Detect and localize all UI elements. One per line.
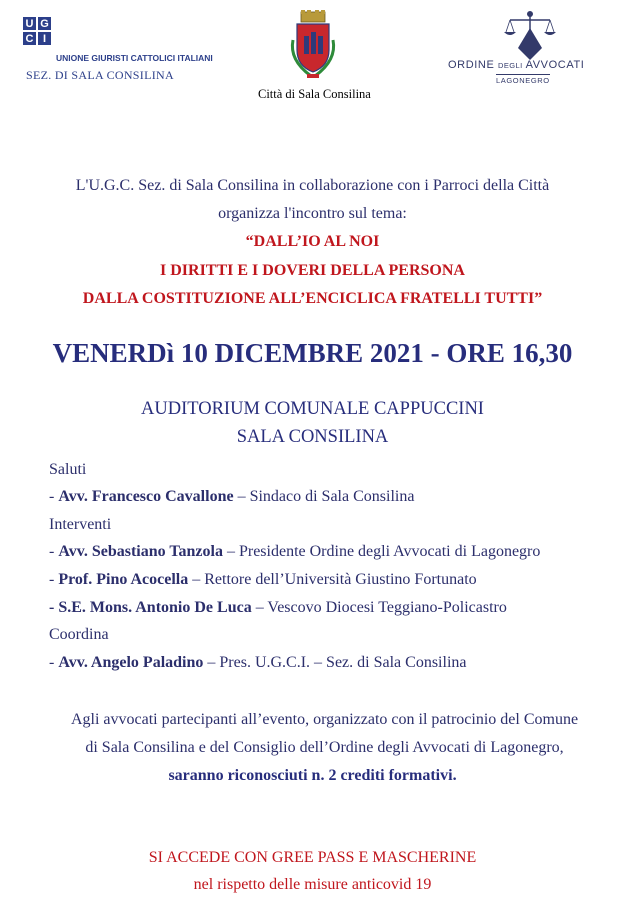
theme-line-3: DALLA COSTITUZIONE ALL’ENCICLICA FRATELLI TUTTI” — [82, 290, 543, 307]
scales-of-justice-icon — [500, 8, 560, 63]
speaker-row — [49, 543, 540, 561]
city-name: Città di Sala Consilina — [258, 87, 371, 101]
speaker-name: Avv. Francesco Cavallone — [58, 488, 234, 505]
ordine-title — [448, 59, 584, 71]
ugci-monogram — [22, 16, 52, 46]
ordine-title-main: ORDINE — [448, 59, 495, 71]
saluti-label: Saluti — [49, 461, 87, 478]
speaker-role: – Presidente Ordine degli Avvocati di Lagonegro — [222, 543, 541, 560]
speaker-prefix: - — [49, 654, 59, 671]
speaker-row — [49, 599, 507, 617]
ugci-letter: C — [22, 31, 37, 46]
speaker-prefix: - — [49, 488, 59, 505]
access-requirements: SI ACCEDE CON GREE PASS E MASCHERINE — [148, 849, 477, 866]
venue-line-2: SALA CONSILINA — [236, 427, 389, 447]
interventi-label: Interventi — [49, 516, 112, 533]
speaker-name: Avv. Sebastiano Tanzola — [58, 543, 223, 560]
speaker-name: - S.E. Mons. Antonio De Luca — [49, 599, 252, 616]
speaker-role: – Vescovo Diocesi Teggiano-Policastro — [251, 599, 507, 616]
note-line-1: Agli avvocati partecipanti all’evento, organizzato con il patrocinio del Comune — [70, 711, 579, 728]
city-crest-icon — [285, 10, 341, 82]
ugci-letter: I — [37, 31, 52, 46]
speaker-prefix: - — [49, 543, 59, 560]
speaker-prefix: - — [49, 571, 59, 588]
ordine-subtitle: LAGONEGRO — [496, 76, 550, 85]
ugci-title: UNIONE GIURISTI CATTOLICI ITALIANI — [56, 53, 213, 63]
coordina-label: Coordina — [49, 626, 109, 643]
intro-line-1: L'U.G.C. Sez. di Sala Consilina in collaborazione con i Parroci della Città — [75, 177, 550, 194]
speaker-row — [49, 488, 414, 506]
speaker-name: Prof. Pino Acocella — [58, 571, 189, 588]
covid-note: nel rispetto delle misure anticovid 19 — [193, 876, 432, 893]
theme-line-1: “DALL’IO AL NOI — [245, 233, 380, 250]
speaker-role: – Pres. U.G.C.I. – Sez. di Sala Consilina — [203, 654, 467, 671]
speaker-role: – Rettore dell’Università Giustino Fortunato — [188, 571, 477, 588]
speaker-row — [49, 571, 477, 589]
intro-line-2: organizza l'incontro sul tema: — [218, 205, 407, 222]
speaker-name: Avv. Angelo Paladino — [58, 654, 204, 671]
ordine-title-small: DEGLI — [498, 61, 523, 70]
speaker-row — [49, 654, 466, 672]
theme-line-2: I DIRITTI E I DOVERI DELLA PERSONA — [160, 262, 465, 279]
ordine-title-end: AVVOCATI — [525, 59, 585, 71]
ugci-section: SEZ. DI SALA CONSILINA — [26, 68, 174, 82]
note-line-2: di Sala Consilina e del Consiglio dell’Ordine degli Avvocati di Lagonegro, — [85, 739, 564, 756]
venue-line-1: AUDITORIUM COMUNALE CAPPUCCINI — [141, 399, 484, 419]
event-date: VENERDì 10 DICEMBRE 2021 - ORE 16,30 — [52, 338, 573, 368]
ugci-letter: U — [22, 16, 37, 31]
speaker-role: – Sindaco di Sala Consilina — [233, 488, 415, 505]
credits-note: saranno riconosciuti n. 2 crediti formativi. — [168, 767, 457, 784]
ugci-letter: G — [37, 16, 52, 31]
